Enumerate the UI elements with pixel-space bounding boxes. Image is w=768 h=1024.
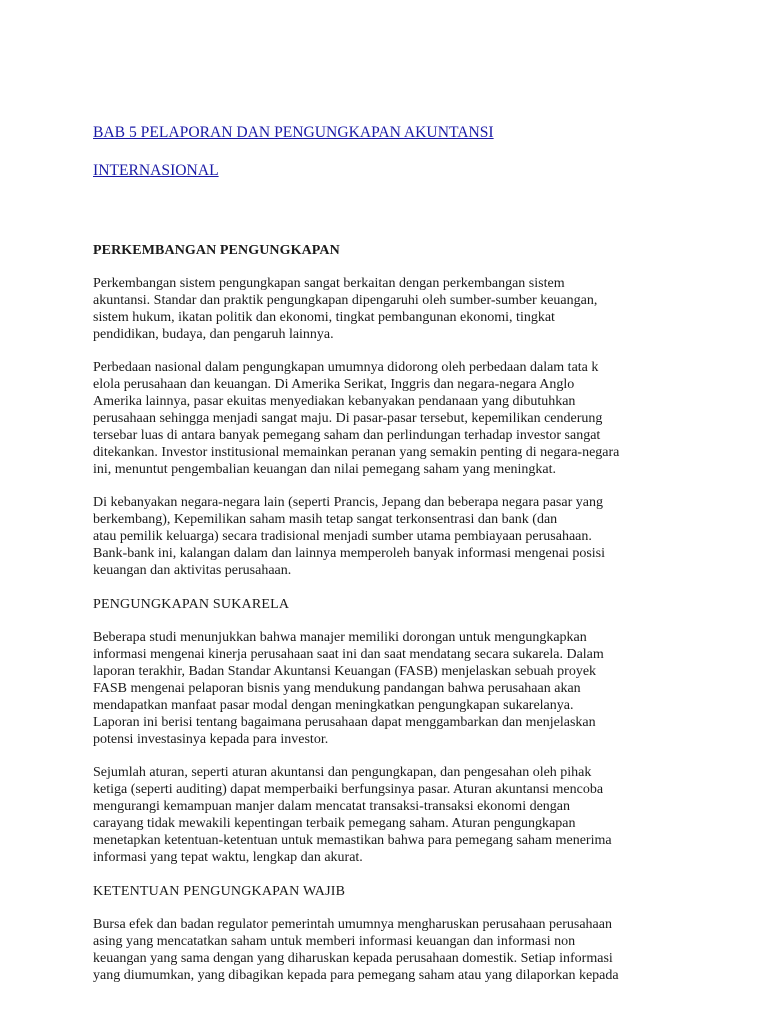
paragraph-line: Perbedaan nasional dalam pengungkapan umumnya didorong oleh perbedaan dalam tata k [93,360,599,375]
paragraph [93,764,685,866]
paragraph-line: ditekankan. Investor institusional memainkan peranan yang semakin penting di negara-negara [93,445,620,460]
paragraph-line: carayang tidak mewakili kepentingan terbaik pemegang saham. Aturan pengungkapan [93,816,576,831]
document-title[interactable] [93,104,685,199]
paragraph-line: mengurangi kemampuan manjer dalam mencatat transaksi-transaksi ekonomi dengan [93,799,571,814]
paragraph-line: akuntansi. Standar dan praktik pengungkapan dipengaruhi oleh sumber-sumber keuangan, [93,293,598,308]
paragraph-line: ini, menuntut pengembalian keuangan dan nilai pemegang saham yang meningkat. [93,462,557,477]
document-title-line: INTERNASIONAL [93,162,219,179]
paragraph-line: Amerika lainnya, pasar ekuitas menyediakan kebanyakan pendanaan yang dibutuhkan [93,394,576,409]
paragraph-line: keuangan dan aktivitas perusahaan. [93,563,292,578]
paragraph [93,916,685,984]
paragraph-line: Laporan ini berisi tentang bagaimana perusahaan dapat menggambarkan dan menjelaskan [93,715,596,730]
document-page [93,104,685,984]
paragraph-line: Bursa efek dan badan regulator pemerintah umumnya mengharuskan perusahaan perusahaan [93,917,612,932]
paragraph [93,494,685,579]
paragraph-line: informasi mengenai kinerja perusahaan saat ini dan saat mendatang secara sukarela. Dalam [93,647,604,662]
paragraph-line: keuangan yang sama dengan yang diharuskan kepada perusahaan domestik. Setiap informasi [93,951,613,966]
paragraph-line: tersebar luas di antara banyak pemegang saham dan perlindungan terhadap investor sangat [93,428,601,443]
paragraph-line: menetapkan ketentuan-ketentuan untuk memastikan bahwa para pemegang saham menerima [93,833,612,848]
paragraph-line: perusahaan sehingga menjadi sangat maju. Di pasar-pasar tersebut, kepemilikan cenderung [93,411,603,426]
paragraph-line: yang diumumkan, yang dibagikan kepada para pemegang saham atau yang dilaporkan kepada [93,968,619,983]
paragraph-line: ketiga (seperti auditing) dapat memperbaiki berfungsinya pasar. Aturan akuntansi mencoba [93,782,604,797]
paragraph-line: sistem hukum, ikatan politik dan ekonomi, tingkat pembangunan ekonomi, tingkat [93,310,555,325]
paragraph-line: pendidikan, budaya, dan pengaruh lainnya. [93,327,334,342]
section-heading-wajib: KETENTUAN PENGUNGKAPAN WAJIB [93,884,346,899]
document-title-line: BAB 5 PELAPORAN DAN PENGUNGKAPAN AKUNTANSI [93,124,494,141]
paragraph-line: asing yang mencatatkan saham untuk memberi informasi keuangan dan informasi non [93,934,576,949]
paragraph-line: Beberapa studi menunjukkan bahwa manajer memiliki dorongan untuk mengungkapkan [93,630,587,645]
paragraph [93,629,685,748]
paragraph-line: mendapatkan manfaat pasar modal dengan meningkatkan pengungkapan sukarelanya. [93,698,574,713]
paragraph-line: Bank-bank ini, kalangan dalam dan lainnya memperoleh banyak informasi mengenai posisi [93,546,606,561]
paragraph-line: potensi investasinya kepada para investor. [93,732,329,747]
paragraph [93,359,685,478]
paragraph [93,275,685,343]
paragraph-line: Sejumlah aturan, seperti aturan akuntansi dan pengungkapan, dan pengesahan oleh pihak [93,765,592,780]
paragraph-line: FASB mengenai pelaporan bisnis yang mendukung pandangan bahwa perusahaan akan [93,681,581,696]
paragraph-line: elola perusahaan dan keuangan. Di Amerika Serikat, Inggris dan negara-negara Anglo [93,377,575,392]
section-heading-sukarela: PENGUNGKAPAN SUKARELA [93,597,290,612]
paragraph-line: Di kebanyakan negara-negara lain (seperti Prancis, Jepang dan beberapa negara pasar yang [93,495,603,510]
paragraph-line: laporan terakhir, Badan Standar Akuntansi Keuangan (FASB) menjelaskan sebuah proyek [93,664,597,679]
paragraph-line: Perkembangan sistem pengungkapan sangat berkaitan dengan perkembangan sistem [93,276,565,291]
paragraph-line: informasi yang tepat waktu, lengkap dan akurat. [93,850,363,865]
paragraph-line: berkembang), Kepemilikan saham masih tetap sangat terkonsentrasi dan bank (dan [93,512,558,527]
section-heading-perkembangan: PERKEMBANGAN PENGUNGKAPAN [93,243,340,258]
paragraph-line: atau pemilik keluarga) secara tradisional menjadi sumber utama pembiayaan perusahaan. [93,529,592,544]
